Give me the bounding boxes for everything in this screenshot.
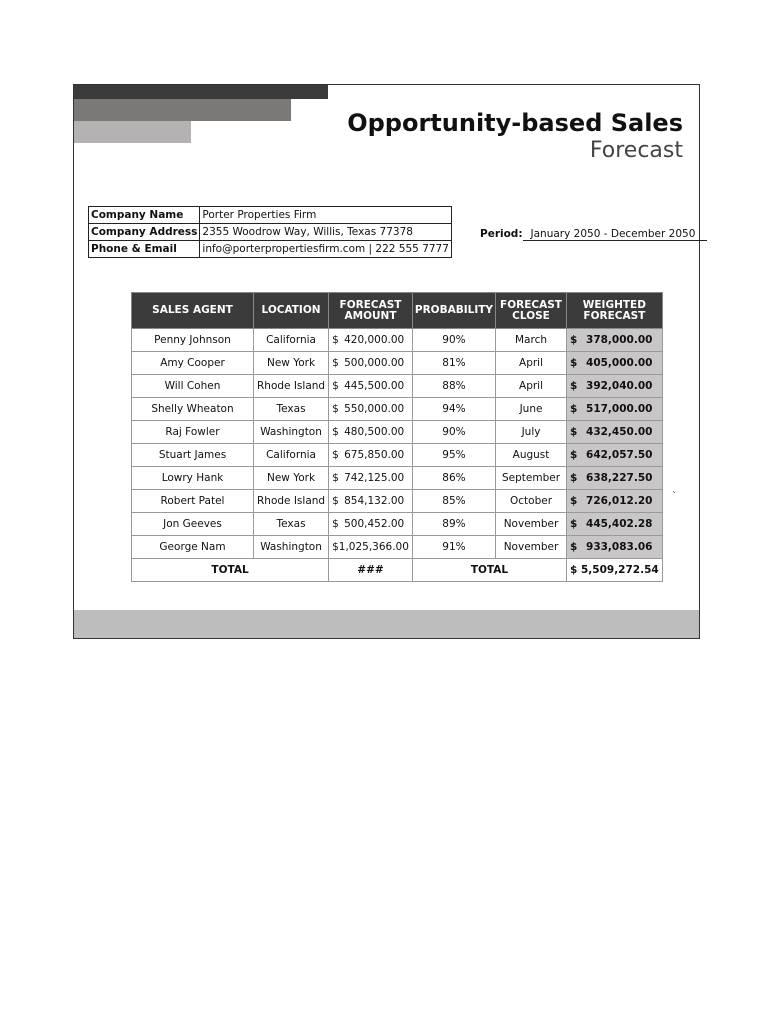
weighted-cell: [567, 421, 663, 444]
agent-cell: Amy Cooper: [132, 352, 254, 375]
amount-cell: [329, 375, 413, 398]
table-row: [132, 421, 663, 444]
probability-cell: 86%: [412, 467, 495, 490]
title-sub: Forecast: [589, 138, 683, 163]
amount-cell: [329, 398, 413, 421]
company-address-label: Company Address: [89, 224, 200, 241]
table-row: [132, 513, 663, 536]
company-name-value: Porter Properties Firm: [200, 207, 452, 224]
agent-cell: Raj Fowler: [132, 421, 254, 444]
phone-email-value: info@porterpropertiesfirm.com | 222 555 7777: [200, 241, 452, 258]
header-forecast-amount-line1: FORECAST: [339, 298, 402, 311]
amount-cell: [329, 513, 413, 536]
amount-cell: [329, 444, 413, 467]
header-sales-agent: SALES AGENT: [132, 293, 254, 329]
currency-symbol: $: [570, 380, 578, 392]
weighted-cell: [567, 398, 663, 421]
weighted-cell: [567, 375, 663, 398]
total-label-right: TOTAL: [412, 559, 566, 582]
table-row: [132, 490, 663, 513]
agent-cell: Shelly Wheaton: [132, 398, 254, 421]
period-value: January 2050 - December 2050: [523, 228, 708, 241]
location-cell: Texas: [254, 398, 329, 421]
table-row: [132, 398, 663, 421]
company-info-row: [89, 224, 452, 241]
currency-symbol: $: [332, 449, 339, 461]
currency-symbol: $: [332, 495, 339, 507]
header-weighted-line2: FORECAST: [583, 309, 646, 322]
total-label-left: TOTAL: [132, 559, 329, 582]
agent-cell: George Nam: [132, 536, 254, 559]
title-main: Opportunity-based Sales: [347, 109, 683, 137]
weighted-value: 726,012.20: [586, 495, 653, 507]
company-address-value: 2355 Woodrow Way, Willis, Texas 77378: [200, 224, 452, 241]
weighted-cell: [567, 536, 663, 559]
currency-symbol: $: [332, 472, 339, 484]
currency-symbol: $: [570, 426, 578, 438]
phone-email-label: Phone & Email: [89, 241, 200, 258]
currency-symbol: $: [570, 403, 578, 415]
probability-cell: 81%: [412, 352, 495, 375]
table-row: [132, 467, 663, 490]
footer-band: [74, 610, 699, 638]
amount-cell: $1,025,366.00: [329, 536, 413, 559]
weighted-cell: [567, 352, 663, 375]
amount-cell: [329, 421, 413, 444]
header-decor-band-dark: [74, 85, 328, 99]
amount-value: 480,500.00: [344, 426, 405, 438]
amount-value: 500,000.00: [344, 357, 405, 369]
close-cell: August: [496, 444, 567, 467]
close-cell: July: [496, 421, 567, 444]
currency-symbol: $: [570, 518, 578, 530]
weighted-cell: [567, 513, 663, 536]
currency-symbol: $: [332, 403, 339, 415]
weighted-value: 638,227.50: [586, 472, 653, 484]
total-weighted: $ 5,509,272.54: [567, 559, 663, 582]
amount-value: 445,500.00: [344, 380, 405, 392]
probability-cell: 95%: [412, 444, 495, 467]
amount-cell: [329, 352, 413, 375]
table-row: [132, 352, 663, 375]
probability-cell: 89%: [412, 513, 495, 536]
location-cell: Washington: [254, 536, 329, 559]
weighted-value: 642,057.50: [586, 449, 653, 461]
amount-value: 675,850.00: [344, 449, 405, 461]
table-row: [132, 375, 663, 398]
amount-value: 742,125.00: [344, 472, 405, 484]
agent-cell: Will Cohen: [132, 375, 254, 398]
company-info-row: [89, 241, 452, 258]
probability-cell: 85%: [412, 490, 495, 513]
agent-cell: Lowry Hank: [132, 467, 254, 490]
company-info-row: [89, 207, 452, 224]
header-decor-band-mid: [74, 99, 291, 121]
close-cell: November: [496, 513, 567, 536]
close-cell: June: [496, 398, 567, 421]
currency-symbol: $: [570, 449, 578, 461]
document-sheet: [73, 84, 700, 639]
weighted-cell: [567, 490, 663, 513]
page-title: [347, 109, 683, 165]
weighted-value: 933,083.06: [586, 541, 653, 553]
weighted-value: 517,000.00: [586, 403, 653, 415]
amount-cell: [329, 329, 413, 352]
amount-value: 500,452.00: [344, 518, 405, 530]
weighted-cell: [567, 444, 663, 467]
table-row: [132, 536, 663, 559]
header-probability: PROBABILITY: [412, 293, 495, 329]
probability-cell: 90%: [412, 329, 495, 352]
close-cell: April: [496, 375, 567, 398]
agent-cell: Penny Johnson: [132, 329, 254, 352]
currency-symbol: $: [332, 380, 339, 392]
header-location: LOCATION: [254, 293, 329, 329]
amount-value: 550,000.00: [344, 403, 405, 415]
close-cell: March: [496, 329, 567, 352]
company-info-table: [88, 206, 452, 258]
header-weighted-forecast: [567, 293, 663, 329]
period-label: Period:: [480, 228, 523, 240]
currency-symbol: $: [570, 357, 578, 369]
location-cell: Rhode Island: [254, 490, 329, 513]
table-row: [132, 329, 663, 352]
location-cell: California: [254, 329, 329, 352]
currency-symbol: $: [332, 518, 339, 530]
header-forecast-close: [496, 293, 567, 329]
location-cell: California: [254, 444, 329, 467]
currency-symbol: $: [570, 472, 578, 484]
probability-cell: 91%: [412, 536, 495, 559]
location-cell: New York: [254, 467, 329, 490]
currency-symbol: $: [570, 495, 578, 507]
period-field: [480, 228, 707, 241]
amount-cell: [329, 467, 413, 490]
amount-cell: [329, 490, 413, 513]
amount-value: 420,000.00: [344, 334, 405, 346]
header-weighted-line1: WEIGHTED: [582, 298, 646, 311]
location-cell: Texas: [254, 513, 329, 536]
stray-mark: `: [672, 491, 677, 502]
weighted-value: 445,402.28: [586, 518, 653, 530]
currency-symbol: $: [332, 334, 339, 346]
header-forecast-amount-line2: AMOUNT: [344, 309, 397, 322]
location-cell: Rhode Island: [254, 375, 329, 398]
probability-cell: 88%: [412, 375, 495, 398]
weighted-value: 405,000.00: [586, 357, 653, 369]
amount-value: 854,132.00: [344, 495, 405, 507]
close-cell: October: [496, 490, 567, 513]
weighted-value: 378,000.00: [586, 334, 653, 346]
location-cell: Washington: [254, 421, 329, 444]
header-decor-band-light: [74, 121, 191, 143]
currency-symbol: $: [570, 541, 578, 553]
table-header-row: [132, 293, 663, 329]
close-cell: April: [496, 352, 567, 375]
probability-cell: 94%: [412, 398, 495, 421]
agent-cell: Robert Patel: [132, 490, 254, 513]
total-amount: ###: [329, 559, 413, 582]
weighted-cell: [567, 329, 663, 352]
weighted-value: 432,450.00: [586, 426, 653, 438]
close-cell: September: [496, 467, 567, 490]
table-row: [132, 444, 663, 467]
agent-cell: Stuart James: [132, 444, 254, 467]
agent-cell: Jon Geeves: [132, 513, 254, 536]
weighted-value: 392,040.00: [586, 380, 653, 392]
sales-forecast-table: [131, 292, 663, 582]
location-cell: New York: [254, 352, 329, 375]
total-row: [132, 559, 663, 582]
probability-cell: 90%: [412, 421, 495, 444]
header-forecast-close-line2: CLOSE: [512, 309, 550, 322]
weighted-cell: [567, 467, 663, 490]
currency-symbol: $: [570, 334, 578, 346]
close-cell: November: [496, 536, 567, 559]
company-name-label: Company Name: [89, 207, 200, 224]
header-forecast-close-line1: FORECAST: [500, 298, 562, 311]
currency-symbol: $: [332, 426, 339, 438]
header-forecast-amount: [329, 293, 413, 329]
currency-symbol: $: [332, 357, 339, 369]
